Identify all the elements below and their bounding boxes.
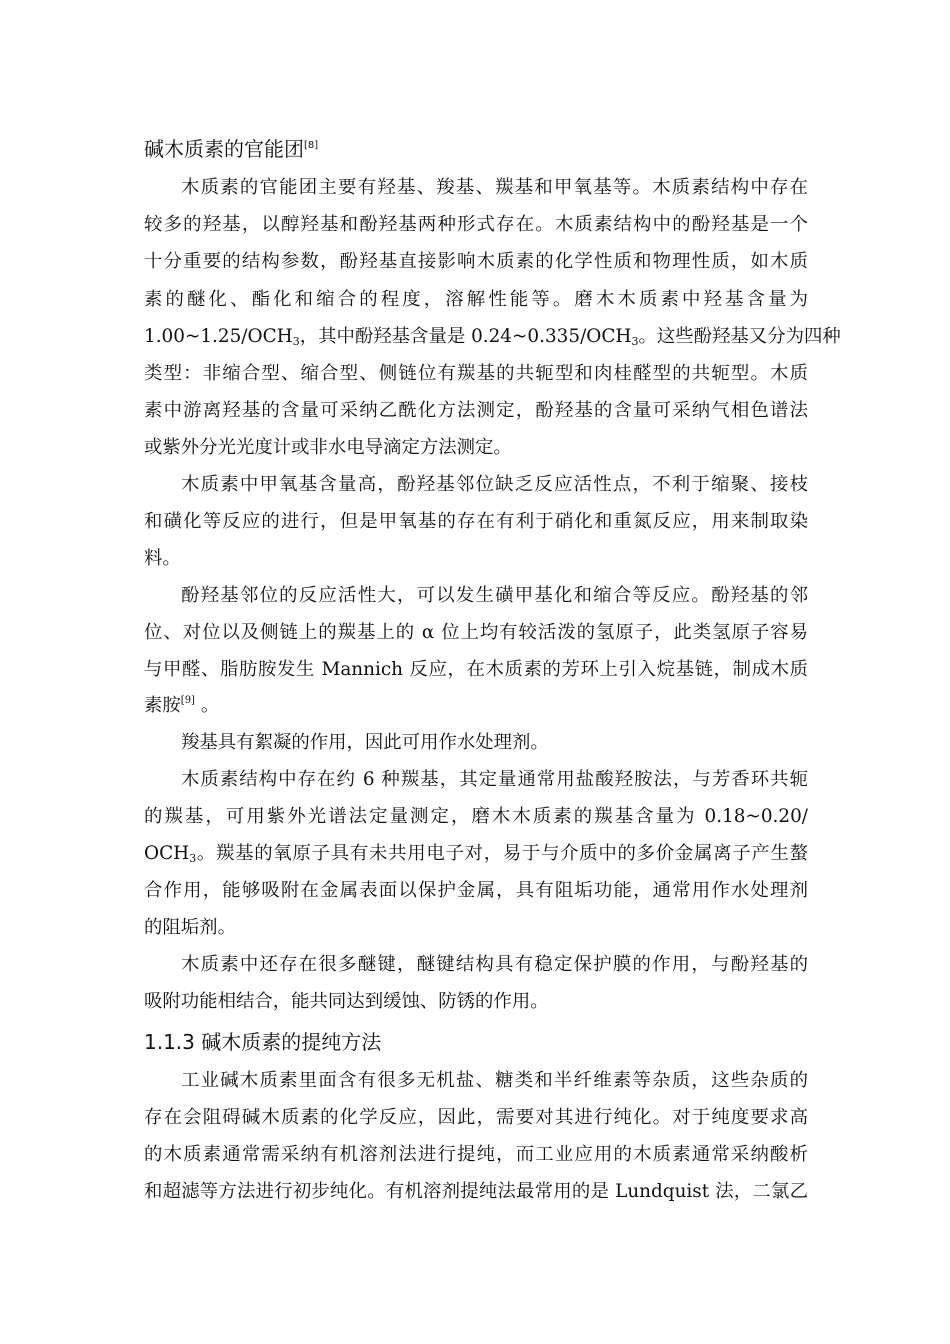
citation-8: [8] [304, 140, 319, 151]
paragraph-5-line-5: 的阻垢剂。 [144, 917, 236, 938]
paragraph-3-line-3: 与甲醛、脂肪胺发生 Mannich 反应，在木质素的芳环上引入烷基链，制成木质 [144, 659, 808, 680]
section-heading-purification-methods: 1.1.3 碱木质素的提纯方法 [144, 1030, 382, 1054]
paragraph-2-line-1: 木质素中甲氧基含量高，酚羟基邻位缺乏反应活性点，不利于缩聚、接枝 [181, 474, 808, 495]
paragraph-7-line-2: 存在会阻碍碱木质素的化学反应，因此，需要对其进行纯化。对于纯度要求高 [144, 1107, 808, 1128]
paragraph-2-line-3: 料。 [144, 548, 181, 569]
paragraph-6-line-1: 木质素中还存在很多醚键，醚键结构具有稳定保护膜的作用，与酚羟基的 [181, 954, 808, 975]
paragraph-1-line-2: 较多的羟基，以醇羟基和酚羟基两种形式存在。木质素结构中的酚羟基是一个 [144, 214, 808, 235]
paragraph-5-line-4: 合作用，能够吸附在金属表面以保护金属，具有阻垢功能，通常用作水处理剂 [144, 880, 808, 901]
paragraph-1-line-7: 素中游离羟基的含量可采纳乙酰化方法测定，酚羟基的含量可采纳气相色谱法 [144, 400, 808, 421]
paragraph-3-line-2: 位、对位以及侧链上的羰基上的 α 位上均有较活泼的氢原子，此类氢原子容易 [144, 622, 808, 643]
paragraph-2-line-2: 和磺化等反应的进行，但是甲氧基的存在有利于硝化和重氮反应，用来制取染 [144, 511, 808, 532]
paragraph-7-line-3: 的木质素通常需采纳有机溶剂法进行提纯，而工业应用的木质素通常采纳酸析 [144, 1144, 808, 1165]
citation-9: [9] [180, 695, 195, 706]
paragraph-6-line-2: 吸附功能相结合，能共同达到缓蚀、防锈的作用。 [144, 991, 549, 1012]
paragraph-7-line-1: 工业碱木质素里面含有很多无机盐、糖类和半纤维素等杂质，这些杂质的 [181, 1070, 808, 1091]
paragraph-7-line-4: 和超滤等方法进行初步纯化。有机溶剂提纯法最常用的是 Lundquist 法，二氯乙 [144, 1181, 808, 1202]
paragraph-1-line-1: 木质素的官能团主要有羟基、羧基、羰基和甲氧基等。木质素结构中存在 [181, 177, 808, 198]
paragraph-5-line-2: 的羰基，可用紫外光谱法定量测定，磨木木质素的羰基含量为 0.18~0.20/ [144, 806, 808, 827]
paragraph-3-line-4: 素胺[9] 。 [144, 695, 220, 716]
paragraph-5-line-1: 木质素结构中存在约 6 种羰基，其定量通常用盐酸羟胺法，与芳香环共轭 [181, 769, 808, 790]
paragraph-3-line-1: 酚羟基邻位的反应活性大，可以发生磺甲基化和缩合等反应。酚羟基的邻 [181, 585, 808, 606]
paragraph-1-line-4: 素的醚化、酯化和缩合的程度，溶解性能等。磨木木质素中羟基含量为 [144, 289, 808, 310]
paragraph-1-line-6: 类型：非缩合型、缩合型、侧链位有羰基的共轭型和肉桂醛型的共轭型。木质 [144, 363, 808, 384]
paragraph-4-line-1: 羧基具有絮凝的作用，因此可用作水处理剂。 [181, 732, 549, 753]
section-heading-functional-groups: 碱木质素的官能团[8] [144, 137, 319, 161]
paragraph-5-line-3: $OCH_3$。羰基的氧原子具有未共用电子对，易于与介质中的多价金属离子产生螯 [144, 843, 808, 865]
paragraph-1-line-5: $1.00\sim 1.25/OCH_3$，其中酚羟基含量是 $0.24\sim 0.335/OCH_3$。这些酚羟基又分为四种 [144, 326, 841, 348]
paragraph-1-line-8: 或紫外分光光度计或非水电导滴定方法测定。 [144, 437, 512, 458]
paragraph-1-line-3: 十分重要的结构参数，酚羟基直接影响木质素的化学性质和物理性质，如木质 [144, 251, 808, 272]
